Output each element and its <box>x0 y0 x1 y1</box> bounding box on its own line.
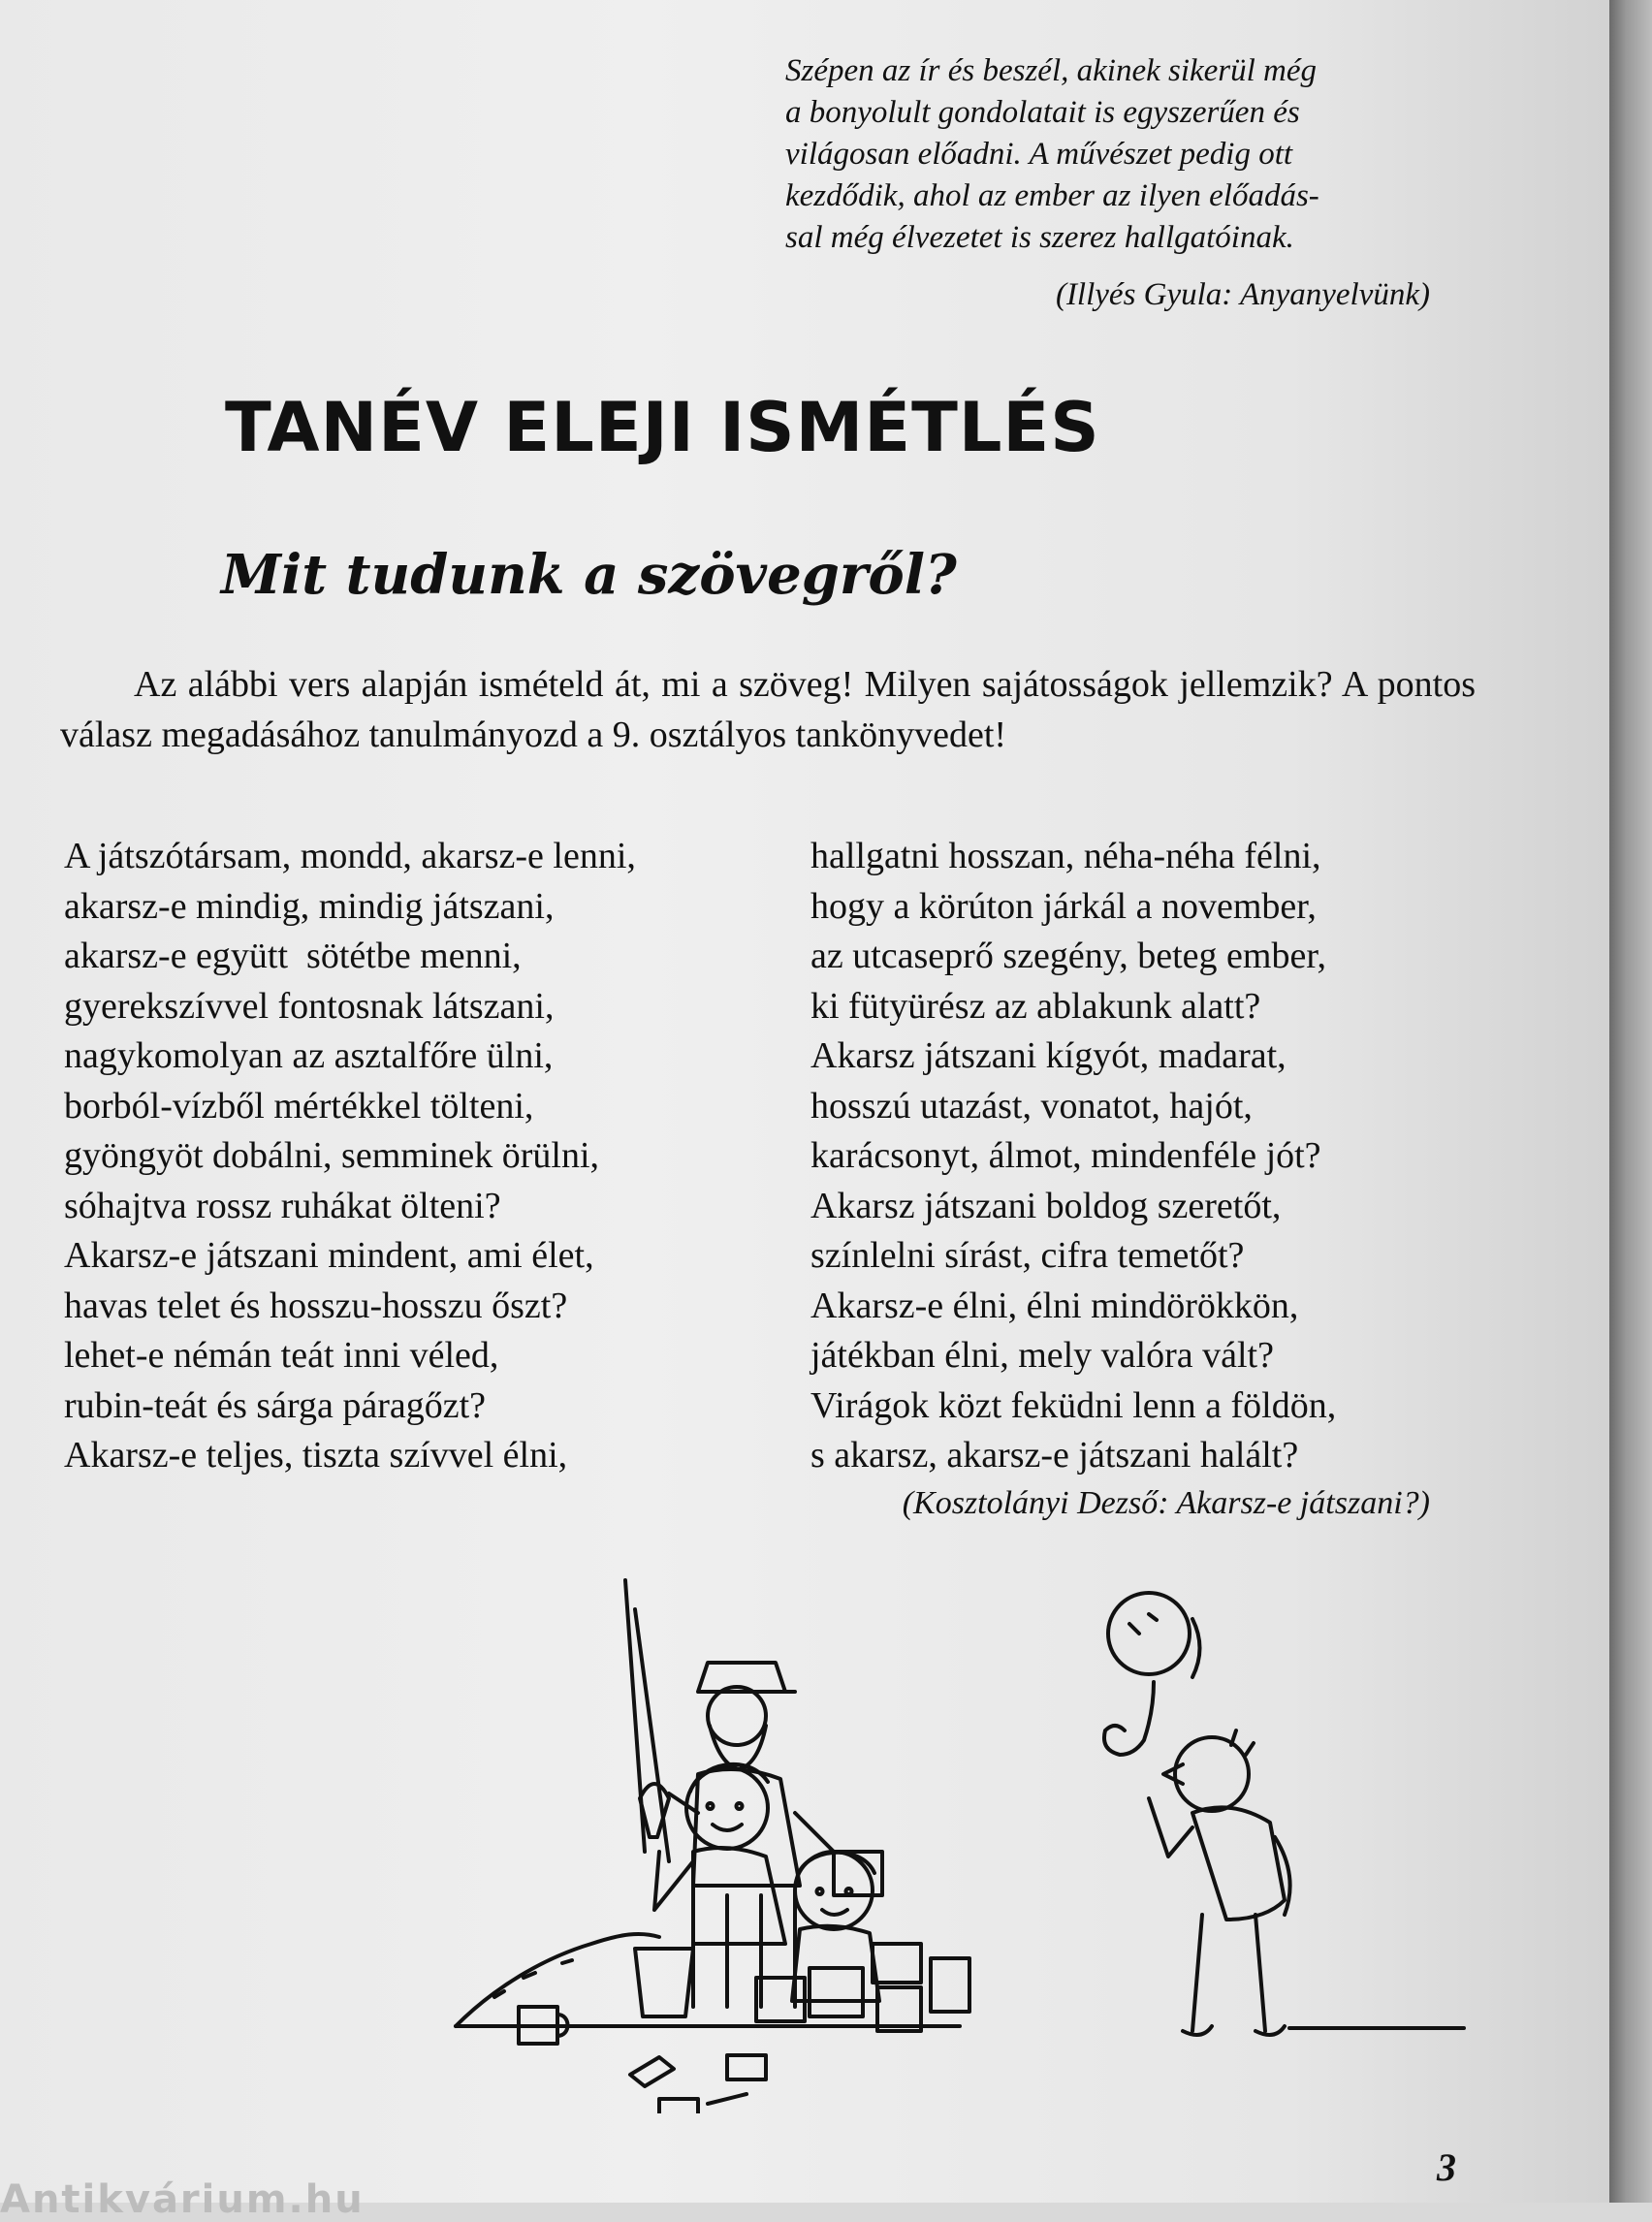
poem-line: az utcaseprő szegény, beteg ember, <box>810 936 1326 976</box>
poem-line: akarsz-e együtt sötétbe menni, <box>64 936 522 976</box>
poem-line: játékban élni, mely valóra vált? <box>810 1335 1274 1376</box>
motto-line: kezdődik, ahol az ember az ilyen előadás- <box>785 178 1319 213</box>
motto-line: Szépen az ír és beszél, akinek sikerül még <box>785 53 1318 88</box>
poem-line: hosszú utazást, vonatot, hajót, <box>810 1085 1253 1127</box>
poem-line: Akarsz játszani kígyót, madarat, <box>810 1035 1287 1076</box>
poem-line: gyerekszívvel fontosnak látszani, <box>64 985 555 1027</box>
poem-line: Virágok közt feküdni lenn a földön, <box>810 1384 1337 1426</box>
playing-figures-illustration <box>436 1571 1483 2113</box>
poem-line: hogy a körúton járkál a november, <box>810 885 1317 927</box>
poem-line: sóhajtva rossz ruhákat ölteni? <box>64 1185 501 1226</box>
poem-line: nagykomolyan az asztalfőre ülni, <box>64 1035 554 1076</box>
page-edge <box>1609 0 1652 2203</box>
poem-source: (Kosztolányi Dezső: Akarsz-e játszani?) <box>902 1485 1430 1521</box>
poem-line: Akarsz-e teljes, tiszta szívvel élni, <box>64 1435 568 1476</box>
poem-line: Akarsz játszani boldog szeretőt, <box>810 1185 1282 1226</box>
section-subtitle: Mit tudunk a szövegről? <box>221 543 957 607</box>
poem-line: ki fütyürész az ablakunk alatt? <box>810 985 1261 1027</box>
task-text: Az alábbi vers alapján ismételd át, mi a szöveg! Milyen sajátosságok jellemzik? A pontos válasz megadásához tanulmányozd a 9. osztályos tankönyvedet! <box>60 664 1476 755</box>
motto-line: világosan előadni. A művészet pedig ott <box>785 137 1293 172</box>
poem-line: Akarsz-e élni, élni mindörökkön, <box>810 1285 1299 1326</box>
poem-column-right <box>810 832 1336 1481</box>
motto-line: sal még élvezetet is szerez hallgatóinak. <box>785 220 1294 255</box>
poem-line: hallgatni hosszan, néha-néha félni, <box>810 836 1321 876</box>
poem-line: karácsonyt, álmot, mindenféle jót? <box>810 1135 1321 1176</box>
poem-line: A játszótársam, mondd, akarsz-e lenni, <box>64 836 636 876</box>
poem-line: lehet-e némán teát inni véled, <box>64 1335 499 1376</box>
poem-line: rubin-teát és sárga páragőzt? <box>64 1384 487 1426</box>
motto-source: (Illyés Gyula: Anyanyelvünk) <box>1055 277 1430 312</box>
poem-line: gyöngyöt dobálni, semminek örülni, <box>64 1135 600 1176</box>
poem-line: Akarsz-e játszani mindent, ami élet, <box>64 1235 594 1276</box>
motto-line: a bonyolult gondolatait is egyszerűen és <box>785 95 1300 130</box>
poem-column-left <box>64 832 636 1481</box>
poem-line: borból-vízből mértékkel tölteni, <box>64 1085 534 1127</box>
watermark: Antikvárium.hu <box>0 2177 365 2222</box>
page-number: 3 <box>1437 2145 1456 2189</box>
poem-line: s akarsz, akarsz-e játszani halált? <box>810 1435 1299 1476</box>
poem-line: havas telet és hosszu-hosszu őszt? <box>64 1285 568 1326</box>
poem-line: akarsz-e mindig, mindig játszani, <box>64 885 555 927</box>
task-instructions <box>60 659 1476 760</box>
poem-line: színlelni sírást, cifra temetőt? <box>810 1235 1245 1276</box>
motto-quote <box>785 50 1472 259</box>
chapter-title: TANÉV ELEJI ISMÉTLÉS <box>225 388 1100 467</box>
